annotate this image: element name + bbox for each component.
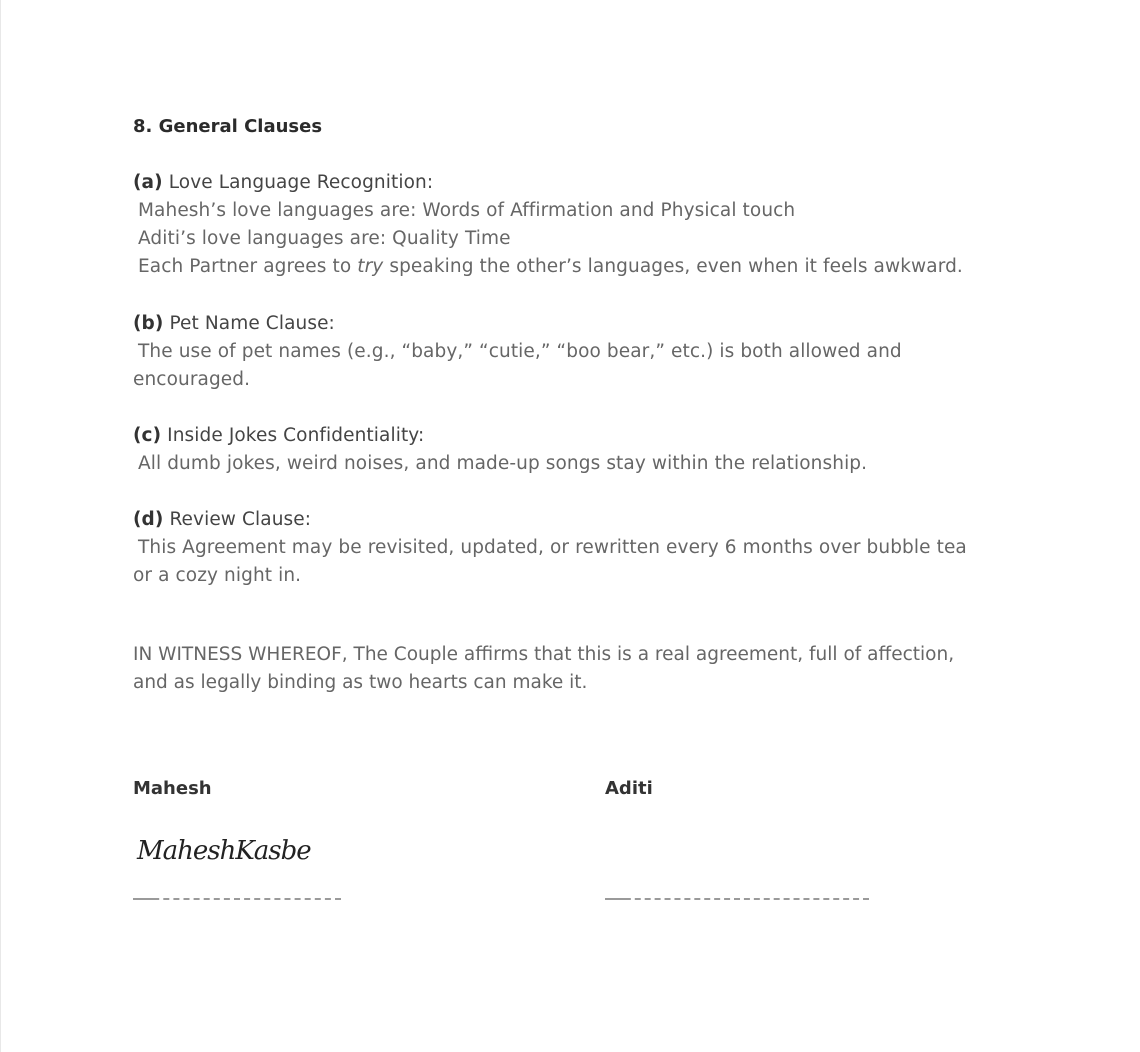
- witness-line: IN WITNESS WHEREOF, The Couple affirms that this is a real agreement, full of affection,: [133, 644, 955, 665]
- signatory-name-mahesh: Mahesh: [133, 778, 212, 799]
- page-edge: [0, 0, 1, 1052]
- clause-line: Mahesh’s love languages are: Words of Affirmation and Physical touch: [138, 200, 796, 221]
- clause-line-suffix: speaking the other’s languages, even when it feels awkward.: [383, 256, 963, 277]
- handwritten-signature-mahesh: MaheshKasbe: [137, 836, 311, 866]
- section-heading: 8. General Clauses: [133, 116, 323, 137]
- clause-line-emphasis: try: [357, 256, 384, 277]
- signatory-name-aditi: Aditi: [605, 778, 653, 799]
- clause-line-prefix: Each Partner agrees to: [138, 256, 358, 277]
- clause-label: (b): [133, 313, 164, 334]
- clause-title-text: Love Language Recognition:: [168, 172, 434, 193]
- clause-review: [133, 506, 1033, 590]
- clause-title: [133, 172, 433, 193]
- witness-statement: [133, 641, 1033, 697]
- clause-label: (d): [133, 509, 164, 530]
- clause-pet-name: [133, 310, 1033, 394]
- clause-title: [133, 509, 311, 530]
- clause-title: [133, 425, 424, 446]
- clause-title-text: Review Clause:: [169, 509, 312, 530]
- clause-love-language: [133, 169, 1033, 281]
- clause-label: (a): [133, 172, 163, 193]
- clause-title-text: Pet Name Clause:: [169, 313, 335, 334]
- clause-line: Aditi’s love languages are: Quality Time: [138, 228, 511, 249]
- clause-line: This Agreement may be revisited, updated, or rewritten every 6 months over bubble tea: [138, 537, 967, 558]
- clause-title-text: Inside Jokes Confidentiality:: [167, 425, 425, 446]
- witness-line: and as legally binding as two hearts can make it.: [133, 672, 588, 693]
- clause-line: or a cozy night in.: [133, 565, 302, 586]
- clause-line: encouraged.: [133, 369, 251, 390]
- clause-line: [133, 253, 1033, 281]
- clause-label: (c): [133, 425, 162, 446]
- clause-line: The use of pet names (e.g., “baby,” “cutie,” “boo bear,” etc.) is both allowed and: [138, 341, 902, 362]
- clause-title: [133, 313, 335, 334]
- signature-line-aditi: [605, 898, 869, 900]
- signature-line-mahesh: [133, 898, 341, 900]
- clause-inside-jokes: [133, 422, 1033, 478]
- clause-line: All dumb jokes, weird noises, and made-up songs stay within the relationship.: [138, 453, 868, 474]
